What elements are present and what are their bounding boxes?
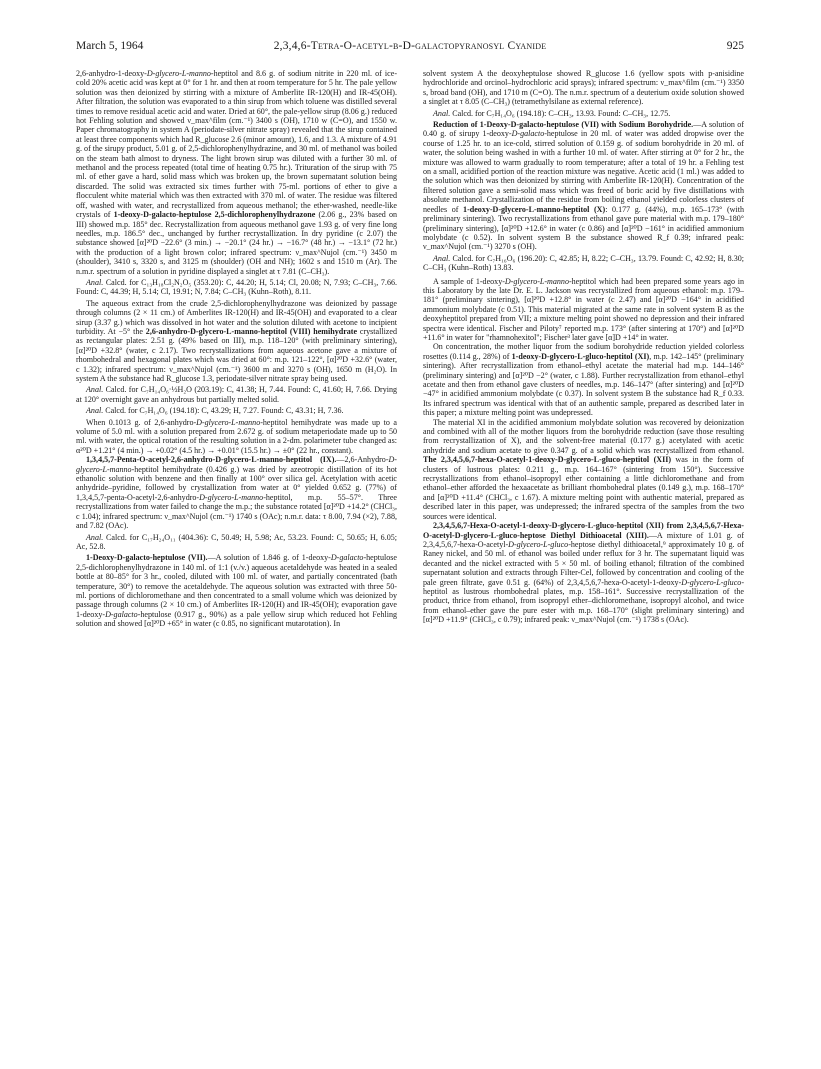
italic-text: D-glycero-L-manno: [504, 276, 569, 286]
paragraph: [423, 277, 744, 343]
page-header: [76, 40, 744, 56]
paragraph: [76, 278, 397, 297]
italic-text: D-glycero-L-gluco: [681, 577, 742, 587]
text-run: -heptitol as lustrous rhombohedral plates, m.p. 158–161°. Successive recrystallization of the product, thrice from ethanol, from isopropyl ether–dichloromethane, isopropyl alcohol, and twice from ethanol–ether gave the pure ester with m.p. 168–170° (slight preliminary sintering) and [α]²⁰D +11.9° (CHCl₃, c 0.79); infrared peak: ν_max^Nujol (cm.⁻¹) 1738 s (OAc).: [423, 577, 744, 625]
text-run: —A solution of 0.40 g. of sirupy 1-deoxy-: [423, 120, 744, 139]
text-run: The material XI in the acidified ammonium molybdate solution was recovered by deionization and combined with all of the mother liquors from the borohydride reduction (save those resulting from recrystallization of X), and the solvent-free material (0.177 g.) acetylated with acetic anhydride and sodium acetate to give 0.347 g. of a solid which was recrystallized from ethanol.: [423, 417, 744, 455]
bold-heading: 1-Deoxy-D-galacto-heptulose (VII).: [86, 553, 208, 563]
paragraph: [76, 553, 397, 628]
journal-date: March 5, 1964: [76, 40, 144, 52]
paragraph: [76, 69, 397, 276]
italic-text: D-glycero-L-manno: [199, 492, 264, 502]
paragraph: [423, 120, 744, 252]
paragraph: [76, 455, 397, 530]
text-run: (2.06 g., 23% based on III) showed m.p. 185° dec. Recrystallization from aqueous methanol gave 1.93 g. of very fine long needles, m.p. 186.5° dec., unchanged by further recrystallization. In dry pyridine (c 2.07) the substance showed [α]²⁰D −22.6° (3 min.) → −20.1° (24 hr.) → −16.7° (48 hr.) → −13.1° (72 hr.) with the production of a light brown color; infrared spectrum: ν_max^Nujol (cm.⁻¹) 3450 m (shoulder), 3410 s, 3320 s, and 3125 m (shoulder) (OH and NH); 1602 s and 1510 m (Ar). The n.m.r. spectrum of a solution in pyridine displayed a singlet at τ 7.81 (C–CH₃).: [76, 210, 397, 276]
bold-heading: The 2,3,4,5,6,7-hexa-O-acetyl-1-deoxy-D-glycero-L-gluco-heptitol (XII): [423, 455, 672, 465]
text-run: —A mixture of 1.01 g. of 2,3,4,5,6,7-hexa-O-acetyl-: [423, 530, 744, 549]
left-column: [76, 69, 397, 1053]
paragraph: [76, 418, 397, 456]
text-run: On concentration, the mother liquor from the sodium borohydride reduction yielded colorless rosettes (0.114 g., 28%) of: [423, 342, 744, 361]
text-run: solvent system A the deoxyheptulose showed R_glucose 1.6 (yellow spots with p-anisidine hydrochloride and orcinol–hydrochloric acid sprays); infrared spectrum: ν_max^film (cm.⁻¹) 3350 s, broad band (OH), and 1710 m (C=O). The n.m.r. spectrum of a deuterium oxide solution showed a singlet at τ 8.05 (C–CH₃) (tetramethylsilane as external reference).: [423, 69, 744, 107]
italic-text: Anal.: [433, 253, 451, 263]
paragraph: [423, 418, 744, 521]
italic-text: D-glycero-L-manno: [196, 417, 261, 427]
paragraph: [423, 69, 744, 107]
italic-text: D-glycero-L-gluco: [508, 539, 569, 549]
text-run: , m.p. 142–145° (preliminary sintering). After recrystallization from ethanol–ethyl acetate the material had m.p. 144–146° (preliminary sintering) and [α]²⁰D −2° (water, c 1.88). Further recrystallization from ethanol–ethyl acetate and then from ethanol gave clusters of needles, m.p. 146–147° (after sintering) and [α]²⁰D −47° in acidified ammonium molybdate (c 0.37). In solvent system B the substance had R_f 0.33. Its infrared spectrum was identical with that of an authentic sample, prepared as described later in this paper; a mixture melting point was undepressed.: [423, 351, 744, 418]
italic-text: Anal.: [86, 385, 104, 395]
italic-text: D-galacto: [105, 609, 138, 619]
italic-text: D-galacto: [330, 553, 364, 563]
page-number: 925: [726, 40, 744, 52]
text-run: A sample of 1-deoxy-: [433, 276, 505, 286]
paragraph: [423, 342, 744, 417]
text-run: -heptitol hemihydrate (0.426 g.) was dried by azeotropic distillation of its hot ethanolic solution with benzene and then finally at 100° over silica gel. Acetylation with acetic anhydride–pyridine, followed by crystallization from water at 0° yielded 0.652 g. (77%) of 1,3,4,5,7-penta-O-acetyl-2,6-anhydro-: [76, 464, 397, 502]
text-run: : 0.177 g. (44%), m.p. 165–173° (with preliminary sintering). Two recrystallizations from ethanol gave pure material with m.p. 179–180° (preliminary sintering), [α]²⁰D +12.6° in water (c 0.86) and [α]²⁰D −161° in acidified ammonium molybdate (c 0.52). In solvent system B the substance showed R_f 0.39; infrared peak: ν_max^Nujol (cm.⁻¹) 3270 s (OH).: [423, 204, 744, 252]
bold-heading: 1-deoxy-D-galacto-heptulose 2,5-dichlorophenylhydrazone: [113, 210, 316, 220]
text-run: was in the form of clusters of lustrous plates: 0.211 g., m.p. 164–167° (sintering from 150°). Successive recrystallizations from ethanol–isopropyl ether containing a little dichloromethane and from ethanol–ether afforded the hexaacetate as brilliant rhombohedral plates (0.149 g.), m.p. 168–170° and [α]²⁰D +11.4° (CHCl₃, c 1.67). A mixture melting point with authentic material, prepared as described later in this paper, was undepressed; the infrared spectra of the samples from the two sources were identical.: [423, 455, 744, 521]
paragraph: [423, 109, 744, 118]
text-run: 2,6-anhydro-1-deoxy-: [76, 69, 147, 78]
bold-heading: 2,3,4,5,6,7-Hexa-O-acetyl-1-deoxy-D-glycero-L-gluco-heptitol (XII) from 2,3,4,5,6,7-Hexa-O-acetyl-D-glycero-L-gluco-heptose Diethyl Dithioacetal (XIII).: [423, 521, 744, 540]
text-run: -heptulose in 20 ml. of water was added dropwise over the course of 1.25 hr. to an ice-cold, stirred solution of 0.159 g. of sodium borohydride in 20 ml. of water, the solution being washed in with a further 10 ml. of water. After stirring at 0° for 2 hr., the mixture was allowed to warm gradually to room temperature; after a total of 19 hr. a Fehling test on a small, acidified portion of the reaction mixture was negative. Acetic acid (1 ml.) was added to the solution which was then deionized by stirring with Amberlite IR-120(H). Concentration of the filtered solution gave a semi-solid mass which was freed of boric acid by five distillations with absolute methanol. Crystallization of the residue from boiling ethanol yielded colorless clusters of needles of: [423, 129, 744, 214]
text-run: Calcd. for C₁₃H₁₈Cl₂N₂O₅ (353.20): C, 44.20; H, 5.14; Cl, 20.08; N, 7.93; C–CH₃, 7.66. Found: C, 44.39; H, 5.14; Cl, 19.91; N, 7.84; C–CH₃ (Kuhn–Roth), 8.11.: [76, 277, 397, 297]
bold-heading: 1-deoxy-D-glycero-L-manno-heptitol (X): [463, 204, 606, 214]
text-run: —A solution of 1.846 g. of 1-deoxy-: [207, 553, 331, 563]
text-run: -heptose diethyl dithioacetal,⁹ approximately 10 g. of Raney nickel, and 50 ml. of ethanol was boiled under reflux for 3 hr. The supernatant liquid was decanted and the nickel extracted with 5 × 50 ml. of boiling ethanol; filtration of the combined supernatant solution and extracts through Filter-Cel, followed by concentration and cooling of the pale green filtrate, gave 0.51 g. (64%) of 2,3,4,5,6,7-hexa-O-acetyl-1-deoxy-: [423, 539, 744, 587]
italic-text: Anal.: [433, 108, 451, 118]
text-run: Calcd. for C₇H₁₆O₆ (196.20): C, 42.85; H, 8.22; C–CH₃, 13.79. Found: C, 42.92; H, 8.30; C–CH₃ (Kuhn–Roth) 13.83.: [423, 253, 744, 273]
text-run: -heptulose 2,5-dichlorophenylhydrazone in 140 ml. of 1:1 (v./v.) aqueous acetaldehyde was heated in a sealed bottle at 80–85° for 3 hr., cooled, diluted with 100 ml. of water, and partially concentrated (bath temperature, 30°) to remove the acetaldehyde. The aqueous solution was extracted with three 50-ml. portions of dichloromethane and then concentrated to a small volume which was deionized by passage through columns (2 × 10 cm.) of Amberlites IR-120(H) and IR-45(OH); evaporation gave 1-deoxy-: [76, 553, 397, 619]
text-run: Calcd. for C₇H₁₄O₆·½H₂O (203.19): C, 41.38; H, 7.44. Found: C, 41.60; H, 7.66. Drying at 120° overnight gave an anhydrous but partially melted solid.: [76, 385, 397, 404]
text-run: Calcd. for C₁₇H₂₄O₁₁ (404.36): C, 50.49; H, 5.98; Ac, 53.23. Found: C, 50.65; H, 6.05; Ac, 52.8.: [76, 532, 397, 551]
italic-text: D-glycero-L-manno: [146, 69, 211, 78]
text-run: -heptitol and 8.6 g. of sodium nitrite in 220 ml. of ice-cold 20% acetic acid was kept at 0° for 1 hr. and then at room temperature for 5 hr. The pale yellow solution was then deionized by stirring with a mixture of Amberlite IR-120(H) and IR-45(OH). After filtration, the solution was evaporated to a thin sirup from which toluene was distilled several times to remove residual acetic acid and water. Dried at 60°, the pale-yellow sirup (8.06 g.) reduced hot Fehling solution and showed ν_max^film (cm.⁻¹) 3400 s (OH), 1710 w (C=O), and 1550 w. Paper chromatography in system A (periodate-silver nitrate spray) revealed that the sirup contained at least three components which had R_glucose 2.6 (minor amount), 1.6, and 1.3. A mixture of 4.91 g. of the sirupy product, 5.01 g. of 2,5-dichlorophenylhydrazine, and 30 ml. of methanol was boiled on the steam bath almost to dryness. The light brown sirup was diluted with a further 30 ml. of methanol and the process repeated (total time of heating 0.75 hr.). Trituration of the sirup with 75 ml. of ether gave a hard, solid mass which was broken up, the brown supernatant solution being discarded. The solid was extracted six times further with 75-ml. portions of ether to give a flocculent white material which was then extracted with 370 ml. of water. The residue was filtered off, washed with water, and recrystallized from aqueous methanol; the ether-washed, needle-like crystals of: [76, 69, 397, 220]
text-run: Calcd. for C₇H₁₄O₆ (194.18): C, 43.29; H, 7.27. Found: C, 43.31; H, 7.36.: [103, 406, 344, 416]
italic-text: D-galacto: [511, 129, 545, 139]
right-column: [423, 69, 744, 1053]
bold-heading: 1,3,4,5,7-Penta-O-acetyl-2,6-anhydro-D-glycero-L-manno-heptitol (IX).: [86, 455, 337, 465]
running-title: 2,3,4,6-Tetra-O-acetyl-β-D-galactopyranosyl Cyanide: [273, 40, 547, 52]
italic-text: Anal.: [86, 406, 104, 416]
bold-heading: 2,6-anhydro-D-glycero-L-manno-heptitol (VIII) hemihydrate: [145, 326, 358, 336]
text-run: -heptitol, m.p. 55–57°. Three recrystallizations from water failed to change the m.p.; the substance rotated [α]²⁰D +14.2° (CHCl₃, c 1.04); infrared spectrum: ν_max^Nujol (cm.⁻¹) 1740 s (OAc); n.m.r. data: τ 8.00, 7.94 (×2), 7.88, and 7.82 (OAc).: [76, 492, 397, 531]
paragraph: [76, 406, 397, 415]
italic-text: Anal.: [86, 277, 104, 287]
paragraph: [76, 385, 397, 404]
text-run: -heptulose (0.917 g., 90%) as a pale yellow sirup which reduced hot Fehling solution and showed [α]²⁰D +65° in water (c 0.85, no significant mutarotation). In: [76, 609, 397, 629]
italic-text: D-glycero-L-manno: [76, 455, 397, 474]
text-run: -heptitol which had been prepared some years ago in this Laboratory by the late Dr. E. L. Jackson was recrystallized from aqueous ethanol: m.p. 179–181° (preliminary sintering), [α]²⁰D +12.8° in water (c 2.47) and [α]²⁰D −164° in acidified ammonium molybdate (c 0.51). This material migrated at the same rate in solvent system B as the deoxyheptitol prepared from VII; a mixture melting point showed no depression and their infrared spectra were identical. Fischer and Piloty⁷ reported m.p. 173° (after sintering at 170°) and [α]²⁰D +11.6° in water for "rhamnohexitol"; Fischer³ later gave [α]D +14° in water.: [423, 276, 744, 342]
text-run: —2,6-Anhydro-: [336, 455, 389, 465]
text-run: The aqueous extract from the crude 2,5-dichlorophenylhydrazone was deionized by passage through columns (2 × 11 cm.) of Amberlites IR-120(H) and IR-45(OH) and evaporated to a clear sirup (3.37 g.) which was dissolved in hot water and the solution diluted with acetone to incipient turbidity. At −5° the: [76, 298, 397, 336]
text-run: When 0.1013 g. of 2,6-anhydro-: [86, 417, 197, 427]
paragraph: [423, 521, 744, 624]
paragraph: [423, 254, 744, 273]
text-run: crystallized as rectangular plates: 2.51 g. (49% based on III), m.p. 118–120° (with preliminary sintering), [α]²⁰D +32.8° (water, c 2.17). Two recrystallizations from aqueous acetone gave a mixture of rhombohedral and hexagonal plates which was dried at 60°: m.p. 121–122°, [α]²⁰D +32.6° (water, c 1.32); infrared spectrum: ν_max^Nujol (cm.⁻¹) 3600 m and 3270 s (OH), 1650 m (H₂O). In system A the substance had R_glucose 1.3, periodate-silver nitrate spray being used.: [76, 326, 397, 383]
text-run: Calcd. for C₇H₁₄O₆ (194.18): C–CH₃, 13.93. Found: C–CH₃, 12.75.: [450, 108, 671, 118]
bold-heading: 1-deoxy-D-glycero-L-gluco-heptitol (XI): [511, 351, 650, 361]
italic-text: Anal.: [86, 532, 104, 542]
text-run: -heptitol hemihydrate was made up to a volume of 5.0 ml. with a solution prepared from 2.672 g. of sodium metaperiodate made up to 50 ml. with water, the optical rotation of the resulting solution in a 2-dm. polarimeter tube changed as: α²⁰D +1.21° (4 min.) → +0.02° (4.5 hr.) → +0.01° (15.5 hr.) → ±0° (22 hr., constant).: [76, 417, 397, 455]
paragraph: [76, 533, 397, 552]
paragraph: [76, 299, 397, 384]
bold-heading: Reduction of 1-Deoxy-D-galacto-heptulose (VII) with Sodium Borohydride.: [433, 120, 694, 130]
